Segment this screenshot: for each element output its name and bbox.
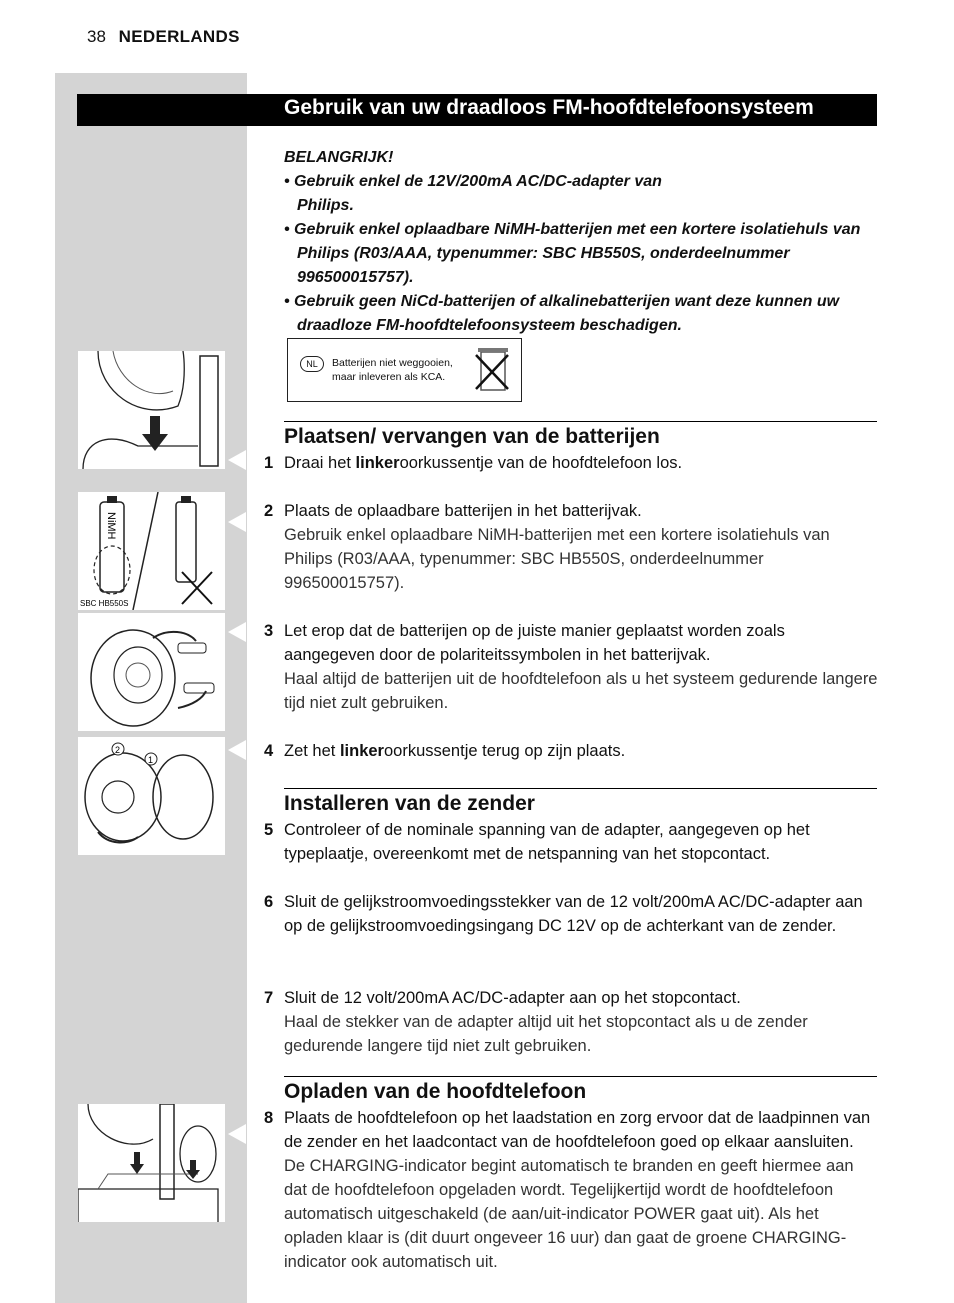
pointer-arrow	[228, 740, 246, 760]
step-number: 2	[264, 502, 274, 520]
battery-label: NiMH	[105, 512, 117, 540]
page-number: 38	[87, 27, 106, 46]
step-emphasis: linker	[355, 454, 400, 472]
headphone-base-illustration	[78, 351, 225, 469]
section-title-bar	[77, 94, 877, 126]
step-note: De CHARGING-indicator begint automatisch te branden en geeft hiermee aan dat de hoofdtelefoon opgeladen wordt. Tegelijkertijd wordt de hoofdtelefoon automatisch uitgeschakeld (de aan/uit-indicator POWER gaat uit). Als het opladen klaar is (dit duurt ongeveer 16 uur) dan gaat de groene CHARGING-indicator ook automatisch uit.	[284, 1157, 854, 1271]
pointer-arrow	[228, 1124, 246, 1144]
step-4	[264, 739, 878, 763]
step-text: Sluit de 12 volt/200mA AC/DC-adapter aan op het stopcontact.	[284, 989, 741, 1007]
section-rule	[284, 421, 877, 422]
figure-charging-station	[78, 1104, 225, 1222]
pointer-arrow	[228, 622, 246, 642]
page-header	[87, 27, 240, 47]
kca-text-line: Batterijen niet weggooien,	[332, 357, 453, 369]
step-text: oorkussentje van de hoofdtelefoon los.	[399, 454, 683, 472]
step-note: Gebruik enkel oplaadbare NiMH-batterijen met een kortere isolatiehuls van Philips (R03/AAA, typenummer: SBC HB550S, onderdeelnummer 996500015757).	[284, 526, 830, 592]
important-item: • Gebruik enkel de 12V/200mA AC/DC-adapter van Philips.	[284, 173, 662, 214]
step-6	[264, 890, 878, 938]
step-number: 3	[264, 622, 274, 640]
battery-illustration	[78, 492, 225, 610]
kca-text	[332, 356, 462, 384]
pointer-arrow	[228, 512, 246, 532]
charging-station-illustration	[78, 1104, 225, 1222]
step-number: 6	[264, 893, 274, 911]
step-number: 1	[264, 454, 274, 472]
step-text: Plaats de oplaadbare batterijen in het batterijvak.	[284, 502, 642, 520]
callout-number: 2	[115, 745, 121, 755]
callout-number: 1	[148, 755, 154, 765]
section-rule	[284, 1076, 877, 1077]
figure-batteries	[78, 492, 225, 610]
step-number: 8	[264, 1109, 274, 1127]
step-text: Sluit de gelijkstroomvoedingsstekker van de 12 volt/200mA AC/DC-adapter aan op de gelijkstroomvoedingsingang DC 12V op de achterkant van de zender.	[284, 893, 863, 935]
step-1	[264, 451, 878, 475]
step-number: 4	[264, 742, 274, 760]
kca-disposal-notice	[287, 338, 522, 402]
step-2	[264, 499, 878, 595]
kca-text-line: maar inleveren als KCA.	[332, 371, 446, 383]
section-heading: Plaatsen/ vervangen van de batterijen	[284, 425, 660, 448]
section-heading: Opladen van de hoofdtelefoon	[284, 1080, 587, 1103]
figure-battery-compartment	[78, 613, 225, 731]
important-item: • Gebruik geen NiCd-batterijen of alkalinebatterijen want deze kunnen uw draadloze FM-hoofdtelefoonsysteem beschadigen.	[284, 293, 840, 334]
important-heading: BELANGRIJK!	[284, 149, 394, 166]
section-title: Gebruik van uw draadloos FM-hoofdtelefoonsysteem	[284, 96, 814, 119]
step-text: Controleer of de nominale spanning van de adapter, aangegeven op het typeplaatje, overeenkomt met de netspanning van het stopcontact.	[284, 821, 810, 863]
important-notice	[284, 146, 864, 338]
step-text: Draai het	[284, 454, 356, 472]
step-number: 7	[264, 989, 274, 1007]
step-note: Haal altijd de batterijen uit de hoofdtelefoon als u het systeem gedurende langere tijd niet zult gebruiken.	[284, 670, 878, 712]
step-number: 5	[264, 821, 274, 839]
country-badge: NL	[300, 356, 324, 372]
step-8	[264, 1106, 878, 1274]
step-text: Let erop dat de batterijen op de juiste manier geplaatst worden zoals aangegeven door de polariteitssymbolen in het batterijvak.	[284, 622, 785, 664]
important-item: • Gebruik enkel oplaadbare NiMH-batterijen met een kortere isolatiehuls van Philips (R03/AAA, typenummer: SBC HB550S, onderdeelnummer 996500015757).	[284, 221, 861, 286]
ear-cushion-illustration	[78, 737, 225, 855]
step-text: oorkussentje terug op zijn plaats.	[383, 742, 626, 760]
pointer-arrow	[228, 450, 246, 470]
crossed-bin-icon	[472, 343, 514, 397]
language-label: NEDERLANDS	[118, 27, 240, 46]
battery-compartment-illustration	[78, 613, 225, 731]
step-3	[264, 619, 878, 715]
step-note: Haal de stekker van de adapter altijd uit het stopcontact als u de zender gedurende langere tijd niet zult gebruiken.	[284, 1013, 808, 1055]
step-emphasis: linker	[339, 742, 384, 760]
step-5	[264, 818, 878, 866]
step-text: Zet het	[284, 742, 340, 760]
section-rule	[284, 788, 877, 789]
figure-headphone-charging-top	[78, 351, 225, 469]
section-heading: Installeren van de zender	[284, 792, 535, 815]
figure-reattach-cushion	[78, 737, 225, 855]
battery-model-label: SBC HB550S	[80, 599, 129, 608]
step-text: Plaats de hoofdtelefoon op het laadstation en zorg ervoor dat de laadpinnen van de zender en het laadcontact van de hoofdtelefoon goed op elkaar aansluiten.	[284, 1109, 871, 1151]
step-7	[264, 986, 878, 1058]
